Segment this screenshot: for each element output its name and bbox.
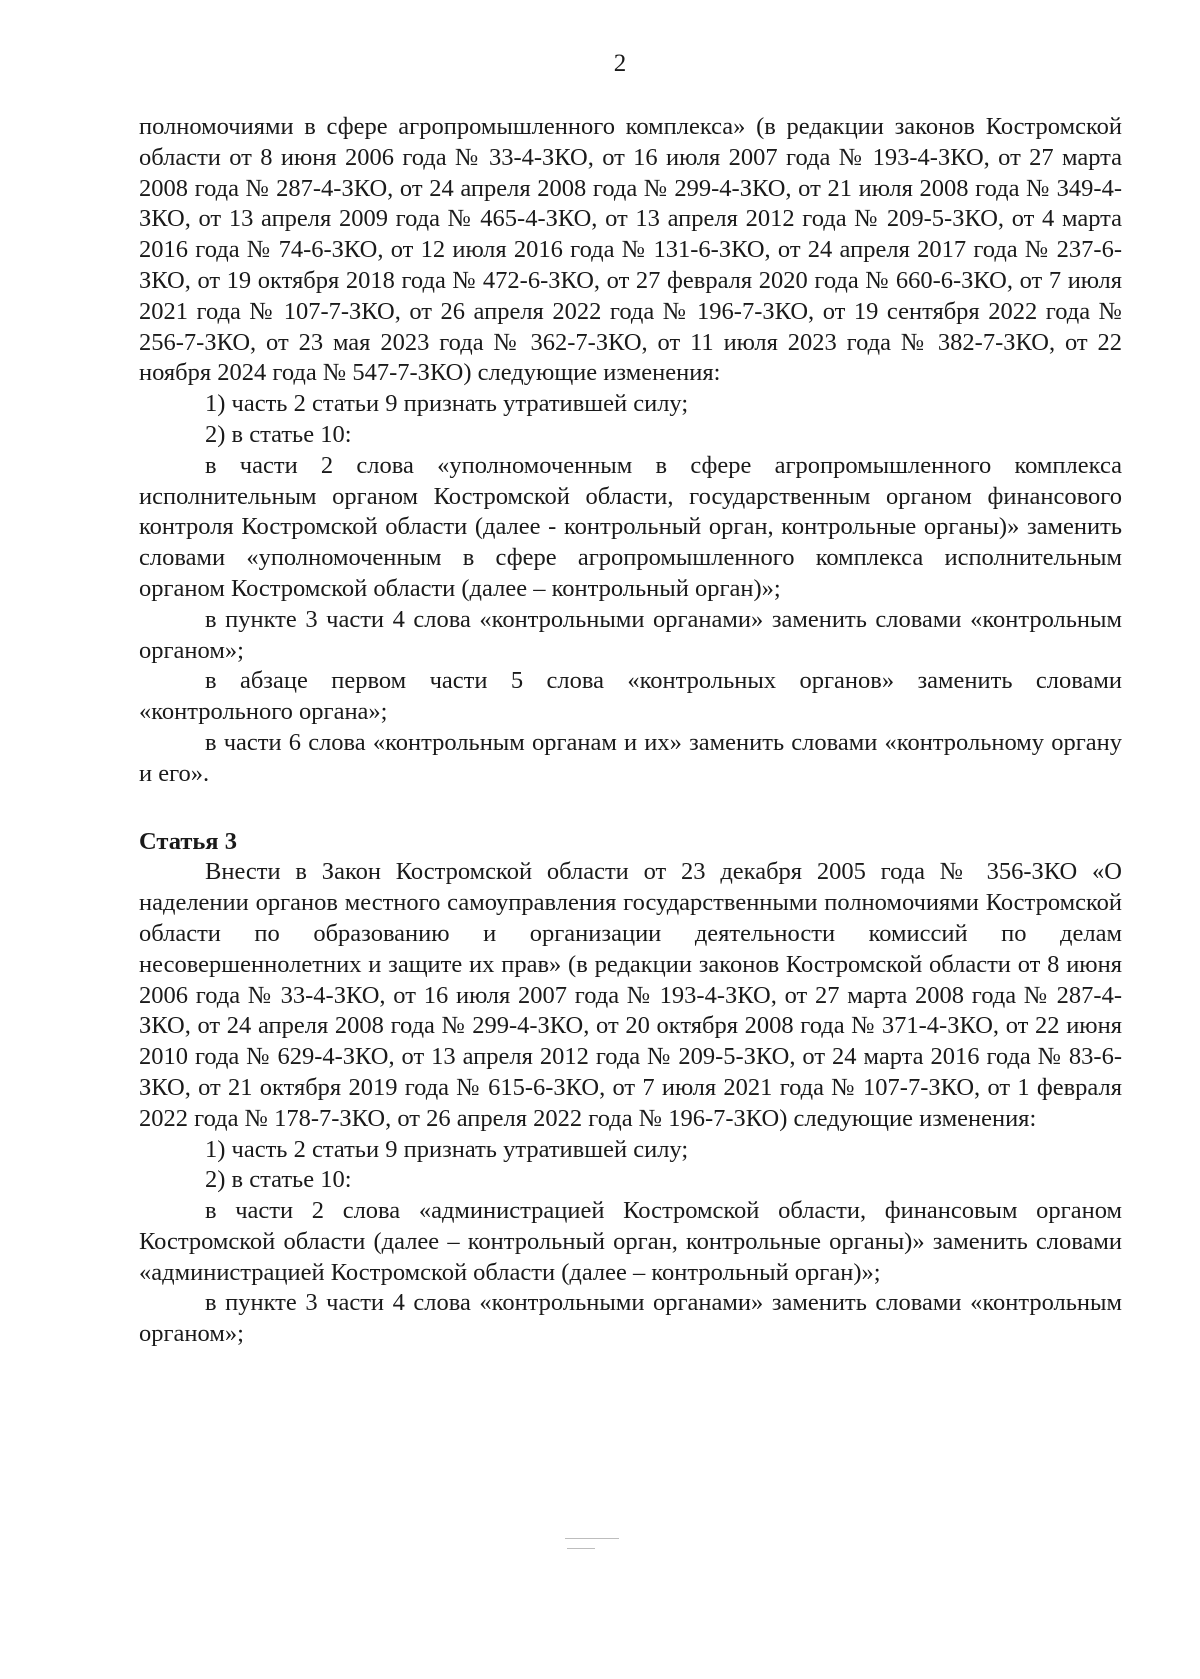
section-spacer: [139, 790, 1122, 827]
article2-intro-paragraph: полномочиями в сфере агропромышленного комплекса» (в редакции законов Костромской области от 8 июня 2006 года № 33-4-ЗКО, от 16 июля 2007 года № 193-4-ЗКО, от 27 марта 2008 года № 287-4-ЗКО, от 24 апреля 2008 года № 299-4-ЗКО, от 21 июля 2008 года № 349-4-ЗКО, от 13 апреля 2009 года № 465-4-ЗКО, от 13 апреля 2012 года № 209-5-ЗКО, от 4 марта 2016 года № 74-6-ЗКО, от 12 июля 2016 года № 131-6-ЗКО, от 24 апреля 2017 года № 237-6-ЗКО, от 19 октября 2018 года № 472-6-ЗКО, от 27 февраля 2020 года № 660-6-ЗКО, от 7 июля 2021 года № 107-7-ЗКО, от 26 апреля 2022 года № 196-7-ЗКО, от 19 сентября 2022 года № 256-7-ЗКО, от 23 мая 2023 года № 362-7-ЗКО, от 11 июля 2023 года № 382-7-ЗКО, от 22 ноября 2024 года № 547-7-ЗКО) следующие изменения:: [139, 113, 1122, 387]
article2-item-5: в абзаце первом части 5 слова «контрольных органов» заменить словами «контрольного органа»;: [139, 667, 1122, 726]
article2-item-1: 1) часть 2 статьи 9 признать утратившей силу;: [205, 390, 689, 418]
article3-intro-paragraph: Внести в Закон Костромской области от 23 декабря 2005 года № 356-ЗКО «О наделении органов местного самоуправления государственными полномочиями Костромской области по образованию и организации деятельности комиссий по делам несовершеннолетних и защите их прав» (в редакции законов Костромской области от 8 июня 2006 года № 33-4-ЗКО, от 16 июля 2007 года № 193-4-ЗКО, от 27 марта 2008 года № 287-4-ЗКО, от 24 апреля 2008 года № 299-4-ЗКО, от 20 октября 2008 года № 371-4-ЗКО, от 22 июня 2010 года № 629-4-ЗКО, от 13 апреля 2012 года № 209-5-ЗКО, от 24 марта 2016 года № 83-6-ЗКО, от 21 октября 2019 года № 615-6-ЗКО, от 7 июля 2021 года № 107-7-ЗКО, от 1 февраля 2022 года № 178-7-ЗКО, от 26 апреля 2022 года № 196-7-ЗКО) следующие изменения:: [139, 858, 1122, 1132]
article3-item-3: в части 2 слова «администрацией Костромской области, финансовым органом Костромской области (далее – контрольный орган, контрольные органы)» заменить словами «администрацией Костромской области (далее – контрольный орган)»;: [139, 1197, 1122, 1286]
page-number: 2: [613, 50, 627, 77]
article3-item-2: 2) в статье 10:: [205, 1166, 352, 1194]
article2-item-3: в части 2 слова «уполномоченным в сфере агропромышленного комплекса исполнительным органом Костромской области, государственным органом финансового контроля Костромской области (далее - контрольный орган, контрольные органы)» заменить словами «уполномоченным в сфере агропромышленного комплекса исполнительным органом Костромской области (далее – контрольный орган)»;: [139, 451, 1122, 602]
article3-item-4: в пункте 3 части 4 слова «контрольными органами» заменить словами «контрольным органом»;: [139, 1289, 1122, 1348]
document-body: [139, 112, 1122, 1350]
article3-item-1: 1) часть 2 статьи 9 признать утратившей силу;: [205, 1135, 689, 1163]
scan-artifact-line: [567, 1548, 595, 1549]
article2-item-2: 2) в статье 10:: [205, 420, 352, 448]
article2-item-6: в части 6 слова «контрольным органам и их» заменить словами «контрольному органу и его».: [139, 728, 1122, 787]
scan-artifact-line: [565, 1538, 619, 1539]
article3-heading: Статья 3: [139, 827, 237, 855]
article2-item-4: в пункте 3 части 4 слова «контрольными органами» заменить словами «контрольным органом»;: [139, 605, 1122, 664]
